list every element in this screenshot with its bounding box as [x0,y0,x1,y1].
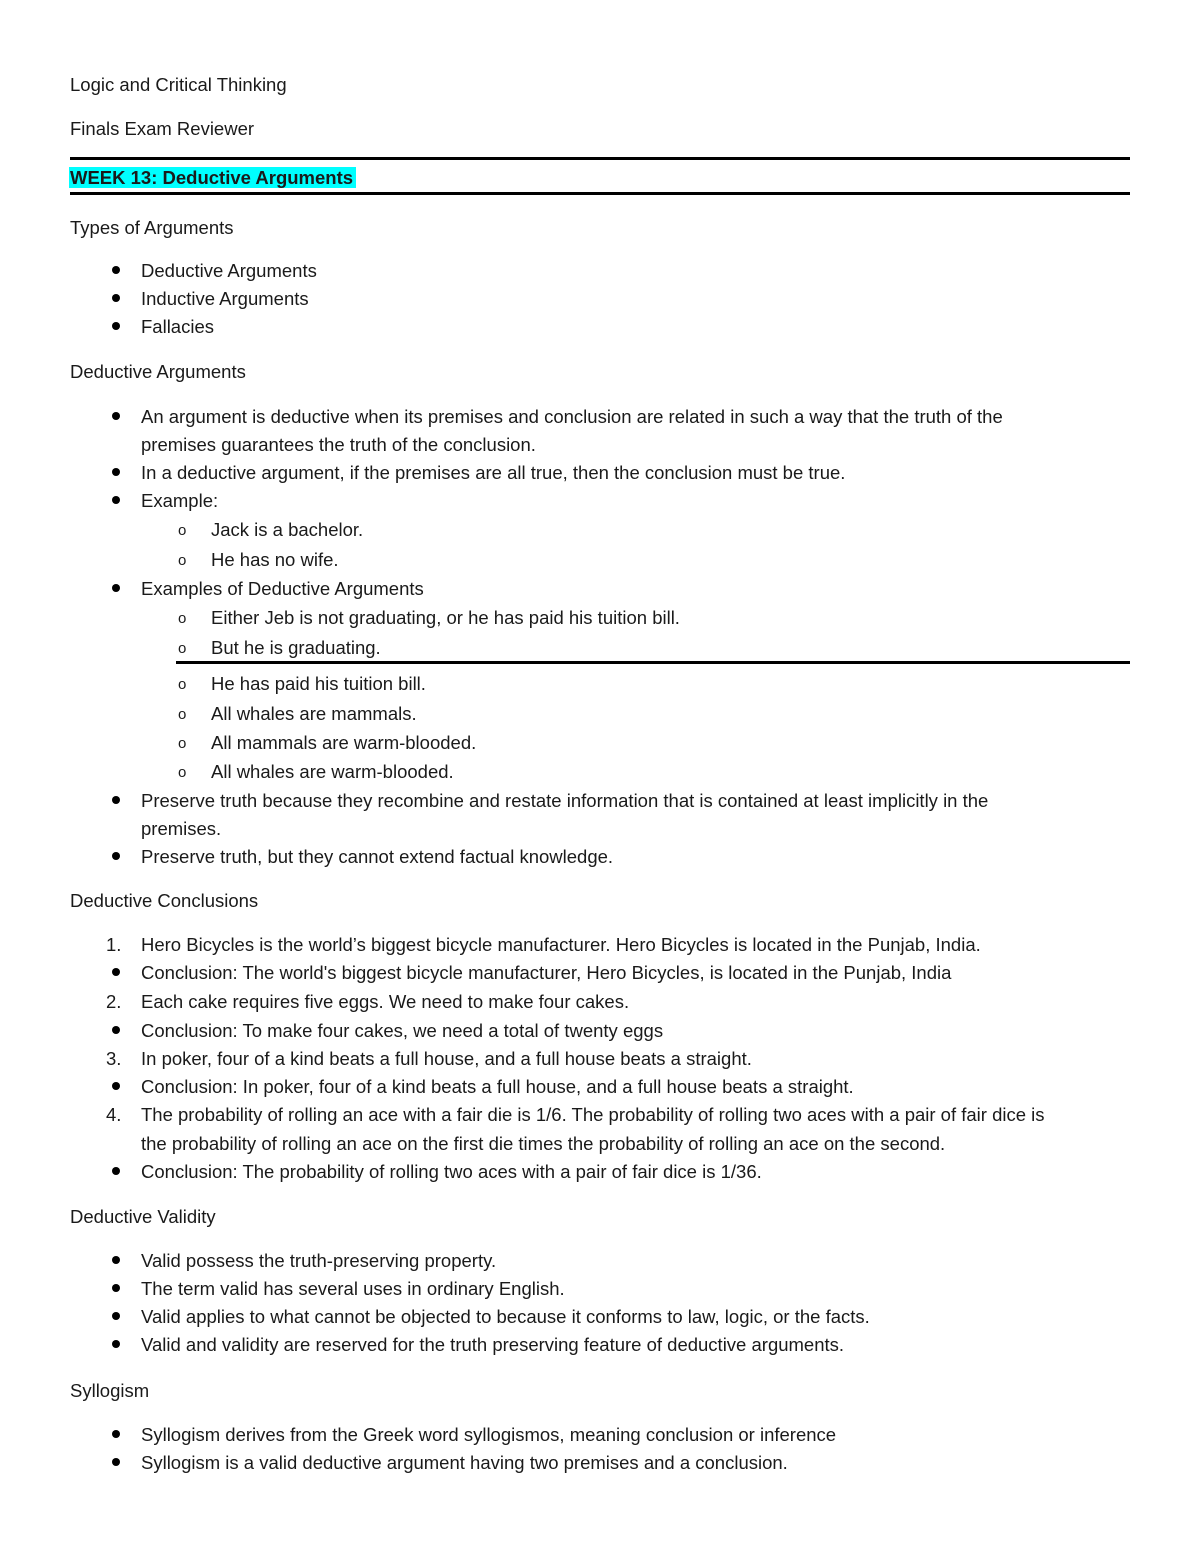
numbered-item: The probability of rolling an ace with a fair die is 1/6. The probability of rolling two aces with a pair of fair dice is [141,1104,1045,1125]
sub-list-item: Jack is a bachelor. [211,519,364,540]
circle-marker: o [178,640,187,657]
list-number: 1. [106,934,122,955]
divider-bottom [70,192,1130,195]
circle-marker: o [178,764,187,781]
course-title: Logic and Critical Thinking [70,74,287,95]
sub-list-item: Either Jeb is not graduating, or he has paid his tuition bill. [211,607,680,628]
list-item: The term valid has several uses in ordinary English. [141,1278,565,1299]
conclusions-heading: Deductive Conclusions [70,890,259,911]
bullet-icon [112,496,120,504]
circle-marker: o [178,735,187,752]
bullet-icon [112,266,120,274]
list-item: Deductive Arguments [141,260,317,281]
list-item-continuation: premises guarantees the truth of the conclusion. [141,434,536,455]
numbered-item: Each cake requires five eggs. We need to make four cakes. [141,991,630,1012]
list-item: Inductive Arguments [141,288,309,309]
deductive-heading: Deductive Arguments [70,361,246,382]
bullet-icon [112,322,120,330]
list-item: An argument is deductive when its premises and conclusion are related in such a way that the truth of the [141,406,1003,427]
bullet-icon [112,1312,120,1320]
bullet-icon [112,1458,120,1466]
circle-marker: o [178,522,187,539]
bullet-icon [112,968,120,976]
conclusion-item: Conclusion: The world's biggest bicycle manufacturer, Hero Bicycles, is located in the Punjab, India [141,962,952,983]
numbered-item: In poker, four of a kind beats a full house, and a full house beats a straight. [141,1048,752,1069]
bullet-icon [112,1167,120,1175]
bullet-icon [112,852,120,860]
list-item: Valid applies to what cannot be objected to because it conforms to law, logic, or the facts. [141,1306,870,1327]
conclusion-item: Conclusion: To make four cakes, we need a total of twenty eggs [141,1020,664,1041]
bullet-icon [112,1082,120,1090]
list-item: In a deductive argument, if the premises are all true, then the conclusion must be true. [141,462,846,483]
document-subtitle: Finals Exam Reviewer [70,118,255,139]
sub-list-item: He has no wife. [211,549,339,570]
circle-marker: o [178,552,187,569]
divider-top [70,157,1130,160]
list-item: Fallacies [141,316,214,337]
list-number: 4. [106,1104,122,1125]
circle-marker: o [178,610,187,627]
bullet-icon [112,1340,120,1348]
types-heading: Types of Arguments [70,217,234,238]
week-heading-highlight: WEEK 13: Deductive Arguments [69,167,356,188]
conclusion-divider [176,661,1130,664]
list-item: Valid and validity are reserved for the truth preserving feature of deductive arguments. [141,1334,845,1355]
bullet-icon [112,1256,120,1264]
bullet-icon [112,796,120,804]
bullet-icon [112,1284,120,1292]
bullet-icon [112,412,120,420]
week-heading [69,167,356,189]
list-number: 2. [106,991,122,1012]
bullet-icon [112,294,120,302]
sub-list-item: All mammals are warm-blooded. [211,732,477,753]
numbered-item-continuation: the probability of rolling an ace on the first die times the probability of rolling an ace on the second. [141,1133,946,1154]
conclusion-item: Conclusion: The probability of rolling two aces with a pair of fair dice is 1/36. [141,1161,762,1182]
sub-list-item: All whales are mammals. [211,703,417,724]
list-item: Syllogism is a valid deductive argument having two premises and a conclusion. [141,1452,788,1473]
sub-list-item: He has paid his tuition bill. [211,673,426,694]
bullet-icon [112,1026,120,1034]
list-number: 3. [106,1048,122,1069]
list-item-continuation: premises. [141,818,222,839]
list-item: Syllogism derives from the Greek word syllogismos, meaning conclusion or inference [141,1424,837,1445]
list-item: Examples of Deductive Arguments [141,578,424,599]
list-item: Preserve truth because they recombine and restate information that is contained at least implicitly in the [141,790,989,811]
circle-marker: o [178,706,187,723]
conclusion-item: Conclusion: In poker, four of a kind beats a full house, and a full house beats a straight. [141,1076,854,1097]
list-item: Valid possess the truth-preserving property. [141,1250,497,1271]
validity-heading: Deductive Validity [70,1206,216,1227]
syllogism-heading: Syllogism [70,1380,150,1401]
sub-list-item: All whales are warm-blooded. [211,761,454,782]
bullet-icon [112,468,120,476]
list-item: Preserve truth, but they cannot extend factual knowledge. [141,846,614,867]
numbered-item: Hero Bicycles is the world’s biggest bicycle manufacturer. Hero Bicycles is located in the Punjab, India. [141,934,981,955]
bullet-icon [112,584,120,592]
bullet-icon [112,1430,120,1438]
sub-list-item: But he is graduating. [211,637,381,658]
list-item: Example: [141,490,219,511]
circle-marker: o [178,676,187,693]
